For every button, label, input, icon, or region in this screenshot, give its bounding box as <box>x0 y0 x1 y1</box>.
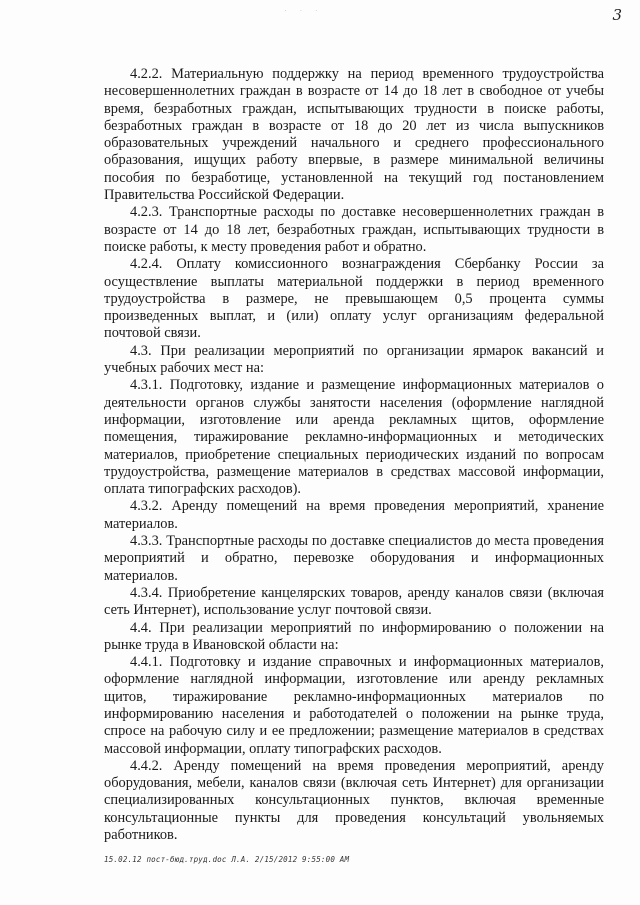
paragraph-4-3-4: 4.3.4. Приобретение канцелярских товаров, аренду каналов связи (включая сеть Интернет), использование услуг почтовой связи. <box>104 584 604 619</box>
paragraph-4-2-4: 4.2.4. Оплату комиссионного вознаграждения Сбербанку России за осуществление выплаты материальной поддержки в период временного трудоустройства в размере, не превышающем 0,5 процента суммы произведенных выплат, и (или) оплату услуг организациям федеральной почтовой связи. <box>104 256 604 342</box>
document-body <box>104 66 604 844</box>
paragraph-4-3-3: 4.3.3. Транспортные расходы по доставке специалистов до места проведения мероприятий и обратно, перевозке оборудования и информационных материалов. <box>104 533 604 584</box>
paragraph-4-3: 4.3. При реализации мероприятий по организации ярмарок вакансий и учебных рабочих мест на: <box>104 342 604 377</box>
paragraph-4-2-2: 4.2.2. Материальную поддержку на период временного трудоустройства несовершеннолетних граждан в возрасте от 14 до 18 лет в свободное от учебы время, безработных граждан, испытывающих трудности в поиске работы, безработных граждан в возрасте от 18 до 20 лет из числа выпускников образовательных учреждений начального и среднего профессионального образования, ищущих работу впервые, в размере минимальной величины пособия по безработице, установленной на текущий год постановлением Правительства Российской Федерации. <box>104 66 604 204</box>
paragraph-4-4: 4.4. При реализации мероприятий по информированию о положении на рынке труда в Ивановской области на: <box>104 619 604 653</box>
paragraph-4-4-1: 4.4.1. Подготовку и издание справочных и информационных материалов, оформление наглядной информации, изготовление или аренду рекламных щитов, тиражирование рекламно-информационных материалов по информированию населения и работодателей о положении на рынке труда, спросе на рабочую силу и ее предложении; размещение материалов в средствах массовой информации, оплату типографских расходов. <box>104 654 604 757</box>
page-number: 3 <box>612 6 622 24</box>
scan-specks: · · · <box>285 8 323 14</box>
paragraph-4-2-3: 4.2.3. Транспортные расходы по доставке несовершеннолетних граждан в возрасте от 14 до 18 лет, безработных граждан, испытывающих трудности в поиске работы, к месту проведения работ и обратно. <box>104 204 604 255</box>
document-footer: 15.02.12 пост-бюд.труд.doc Л.А. 2/15/2012 9:55:00 AM <box>104 855 350 864</box>
paragraph-4-3-2: 4.3.2. Аренду помещений на время проведения мероприятий, хранение материалов. <box>104 498 604 532</box>
paragraph-4-4-2: 4.4.2. Аренду помещений на время проведения мероприятий, аренду оборудования, мебели, каналов связи (включая сеть Интернет) для организации специализированных консультационных пунктов, включая временные консультационные пункты для проведения консультаций увольняемых работников. <box>104 757 604 844</box>
paragraph-4-3-1: 4.3.1. Подготовку, издание и размещение информационных материалов о деятельности органов службы занятости населения (оформление наглядной информации, изготовление или аренда рекламных щитов, оформление помещения, тиражирование рекламно-информационных и методических материалов, приобретение специальных периодических изданий по вопросам трудоустройства, размещение материалов в средствах массовой информации, оплата типографских расходов). <box>104 377 604 498</box>
